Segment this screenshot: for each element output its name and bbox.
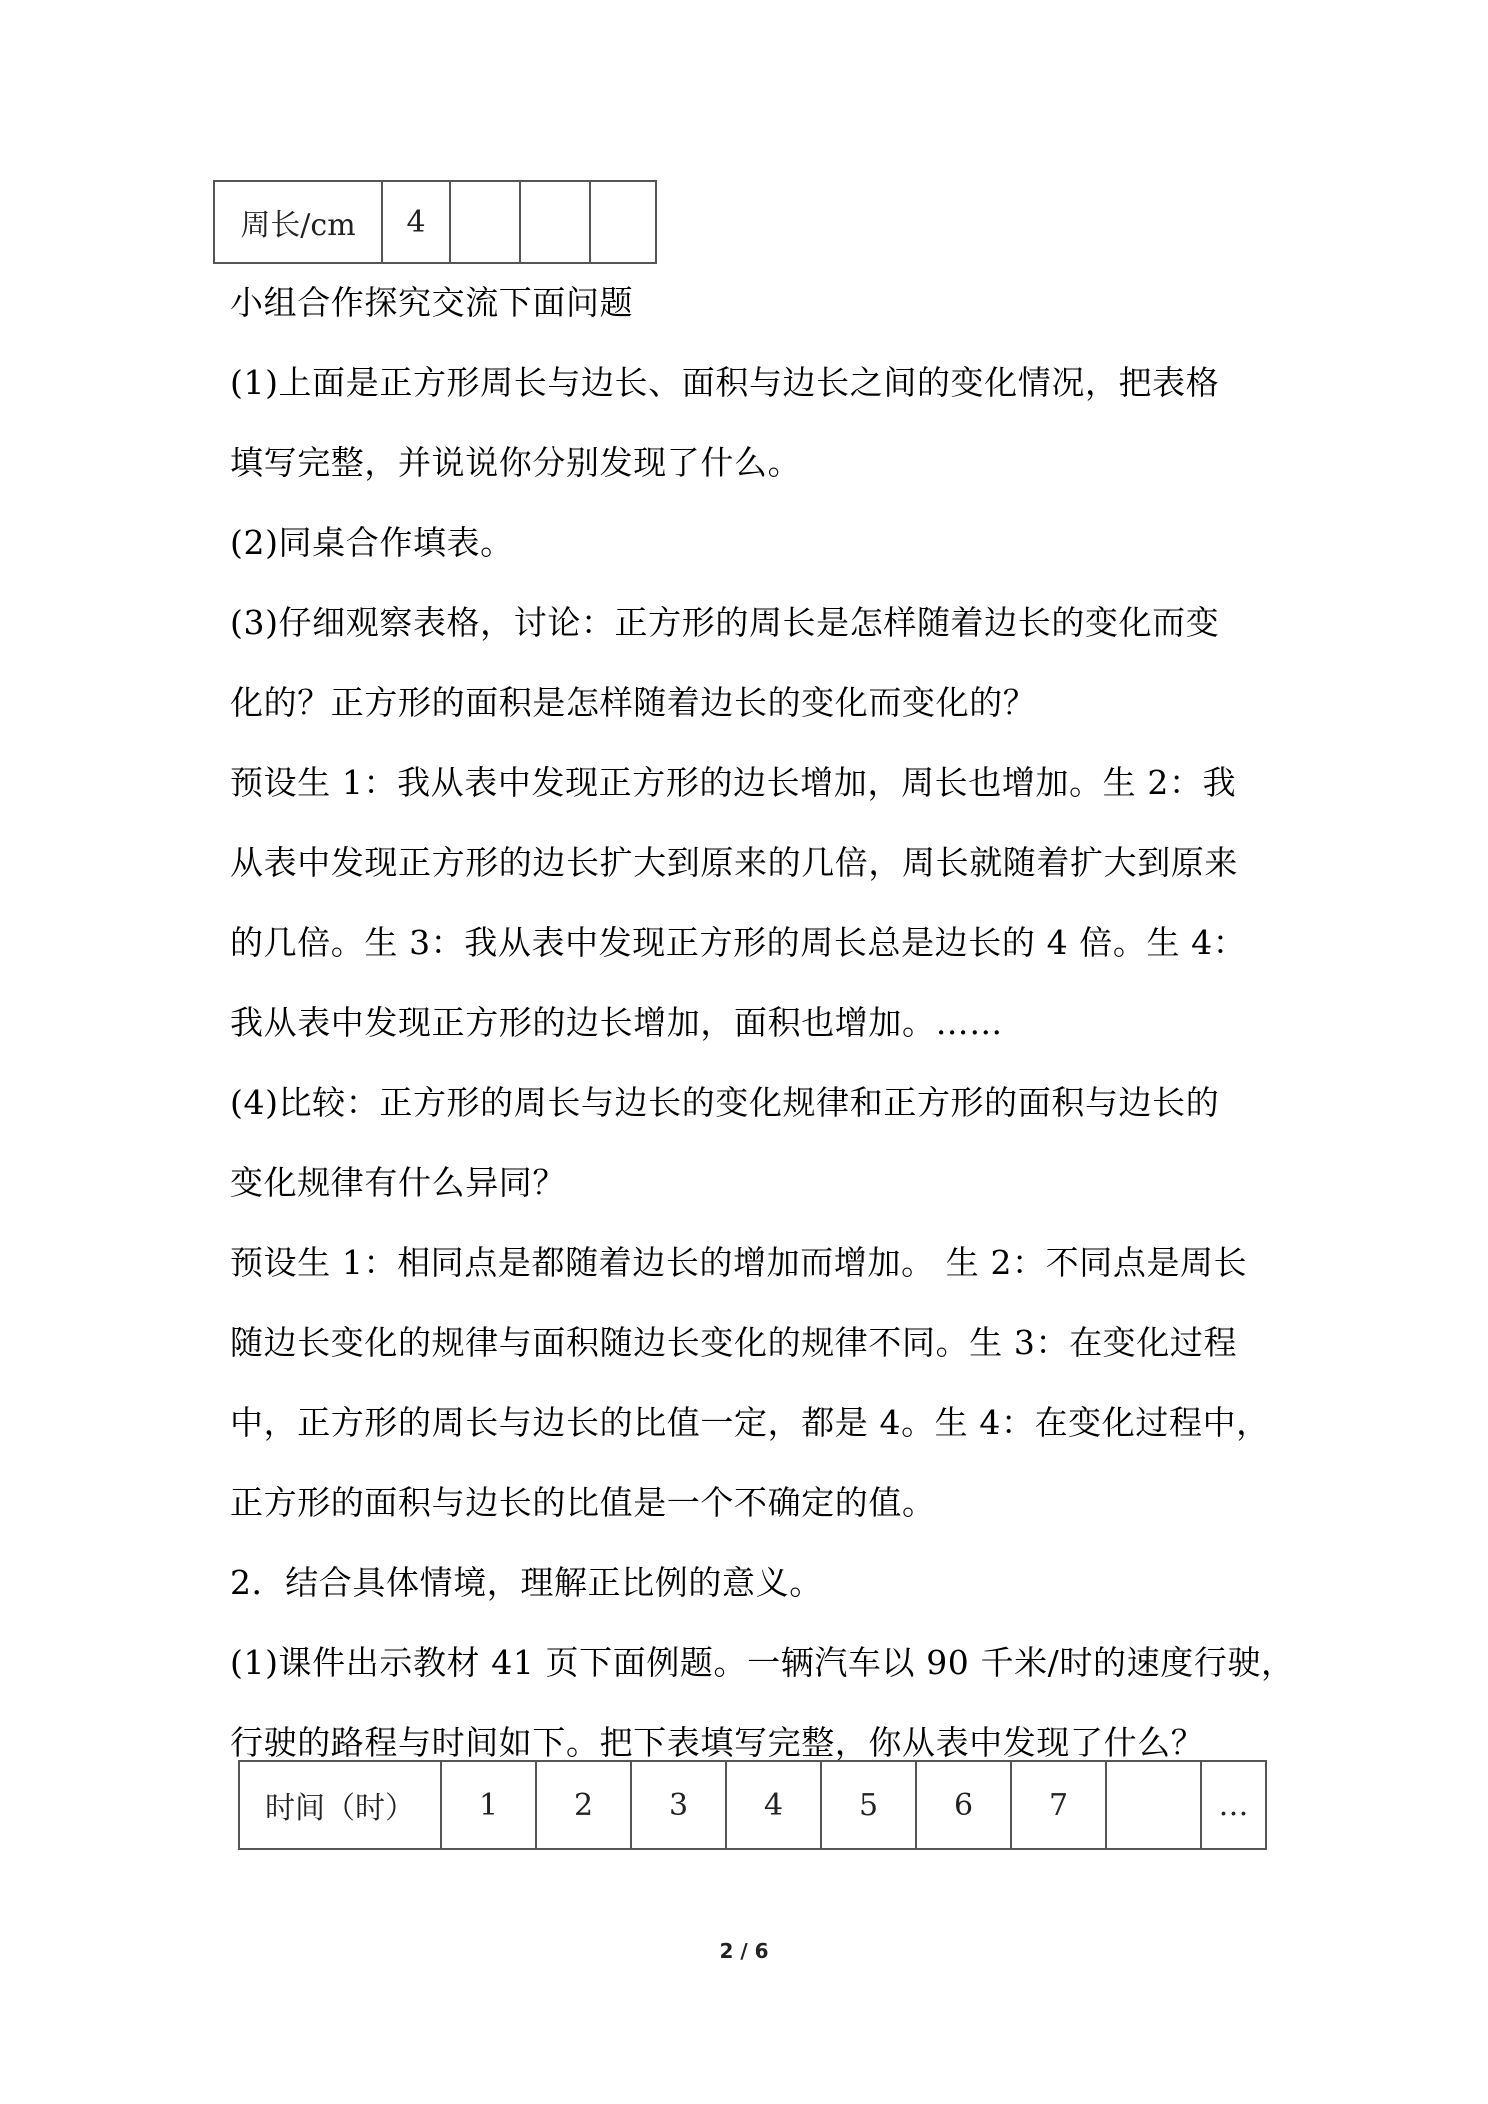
- table-cell: 5: [821, 1761, 916, 1849]
- text-line: 正方形的面积与边长的比值是一个不确定的值。: [230, 1483, 936, 1522]
- table-cell: 6: [916, 1761, 1011, 1849]
- text-line: 随边长变化的规律与面积随边长变化的规律不同。生 3：在变化过程: [230, 1323, 1238, 1362]
- table-row: [239, 1761, 1266, 1849]
- table-cell: …: [1201, 1761, 1266, 1849]
- table-cell: [1106, 1761, 1201, 1849]
- text-line: 2．结合具体情境，理解正比例的意义。: [230, 1563, 823, 1602]
- text-line: 的几倍。生 3：我从表中发现正方形的周长总是边长的 4 倍。生 4：: [230, 923, 1247, 962]
- text-line: 行驶的路程与时间如下。把下表填写完整，你从表中发现了什么？: [230, 1723, 1205, 1762]
- perimeter-table: [213, 180, 657, 264]
- text-line: 从表中发现正方形的边长扩大到原来的几倍，周长就随着扩大到原来: [230, 843, 1238, 882]
- table-cell: 1: [441, 1761, 536, 1849]
- text-line: (3)仔细观察表格，讨论：正方形的周长是怎样随着边长的变化而变: [230, 603, 1220, 642]
- text-line: (1)上面是正方形周长与边长、面积与边长之间的变化情况，把表格: [230, 363, 1220, 402]
- table-cell: 2: [536, 1761, 631, 1849]
- table-cell: 7: [1011, 1761, 1106, 1849]
- table-cell: 3: [631, 1761, 726, 1849]
- text-line: 填写完整，并说说你分别发现了什么。: [230, 443, 802, 482]
- table-cell: [590, 181, 656, 263]
- text-line: (4)比较：正方形的周长与边长的变化规律和正方形的面积与边长的: [230, 1083, 1220, 1122]
- table-cell: 4: [382, 181, 450, 263]
- table-cell-header: 时间（时）: [239, 1761, 441, 1849]
- table-cell: [450, 181, 520, 263]
- text-line: 中，正方形的周长与边长的比值一定，都是 4。生 4：在变化过程中，: [230, 1403, 1270, 1442]
- text-line: 变化规律有什么异同？: [230, 1163, 566, 1202]
- time-distance-table: [238, 1760, 1267, 1850]
- text-line: 预设生 1：相同点是都随着边长的增加而增加。 生 2：不同点是周长: [230, 1243, 1248, 1282]
- text-line: 化的？正方形的面积是怎样随着边长的变化而变化的？: [230, 683, 1037, 722]
- table-cell: [520, 181, 590, 263]
- table-row: [214, 181, 656, 263]
- table-cell-header: 周长/cm: [214, 181, 382, 263]
- table-cell: 4: [726, 1761, 821, 1849]
- text-line: (1)课件出示教材 41 页下面例题。一辆汽车以 90 千米/时的速度行驶，: [230, 1643, 1295, 1682]
- text-line: (2)同桌合作填表。: [230, 523, 514, 562]
- text-line: 预设生 1：我从表中发现正方形的边长增加，周长也增加。生 2：我: [230, 763, 1237, 802]
- text-line: 我从表中发现正方形的边长增加，面积也增加。……: [230, 1003, 1003, 1042]
- text-line: 小组合作探究交流下面问题: [230, 283, 634, 322]
- page-number: 2 / 6: [719, 1939, 769, 1963]
